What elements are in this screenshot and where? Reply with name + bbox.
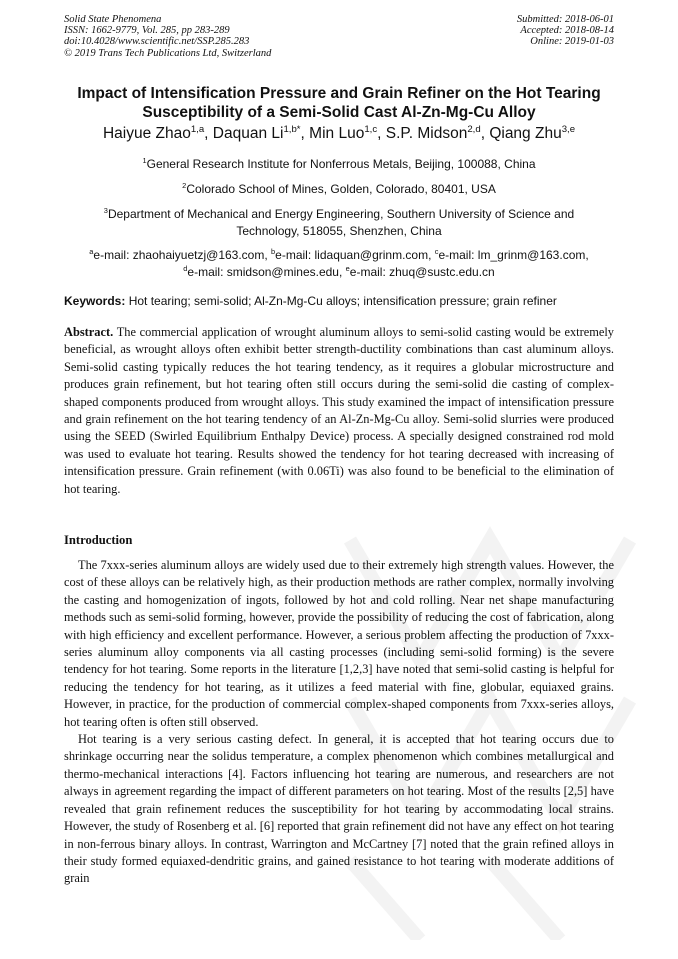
paragraph: The 7xxx-series aluminum alloys are widely used due to their extremely high strength values. However, the cost of these alloys can be relatively high, as their production methods are rather complex, normally involving the casting and homogenization of ingots, followed by hot and cold rolling. Near net shape manufacturing methods such as semi-solid forming, however, provide the possibility of reducing the cost of fabrication, along with high efficiency and excellent performance. However, a serious problem affecting the production of 7xxx-series aluminum alloy components via all casting processes (including semi-solid forming) is the severe tendency for hot tearing. Some reports in the literature [1,2,3] have noted that semi-solid casting is helpful for reducing the tendency for hot tearing, as it utilizes a feed material with fine, globular, equiaxed grains. However, in practice, for the production of commercial complex-shaped components from 7xxx-series alloys, hot tearing often is often still observed. (64, 558, 614, 729)
author-list (40, 125, 638, 143)
introduction-body (64, 557, 614, 888)
author-affiliation-mark: 1,a (190, 123, 205, 135)
accepted-date: Accepted: 2018-08-14 (520, 25, 614, 37)
author-separator: , (300, 125, 310, 142)
author-name: Qiang Zhu (489, 125, 562, 142)
author-name: Daquan Li (212, 125, 284, 142)
author-affiliation-mark: 1,c (364, 123, 378, 135)
affiliation-1 (60, 156, 618, 173)
journal-copyright: © 2019 Trans Tech Publications Ltd, Switzerland (64, 47, 272, 59)
journal-name: Solid State Phenomena (64, 14, 162, 25)
author-name: Haiyue Zhao (102, 125, 191, 142)
keywords-label: Keywords: (64, 294, 126, 308)
journal-issn: ISSN: 1662-9779, Vol. 285, pp 283-289 (64, 25, 230, 37)
author-separator: , (204, 125, 213, 142)
affiliation-3 (60, 206, 618, 240)
abstract (64, 324, 614, 498)
journal-doi: doi:10.4028/www.scientific.net/SSP.285.283 (64, 36, 250, 48)
email-mark: a (89, 247, 94, 256)
author-affiliation-mark: 1,b* (283, 123, 301, 135)
paper-title (40, 84, 638, 122)
author-affiliation-mark: 2,d (467, 123, 481, 135)
affiliation-text: General Research Institute for Nonferrous Metals, Beijing, 100088, China (146, 157, 536, 171)
keywords-text: Hot tearing; semi-solid; Al-Zn-Mg-Cu alloys; intensification pressure; grain refiner (125, 294, 557, 308)
email-c: e-mail: lm_grinm@163.com, (438, 248, 589, 262)
submission-dates (517, 14, 614, 48)
affiliation-number: 2 (182, 181, 187, 190)
keywords (64, 294, 616, 308)
affiliation-text: Department of Mechanical and Energy Engineering, Southern University of Science and (107, 207, 575, 221)
email-b: e-mail: lidaquan@grinm.com, (275, 248, 435, 262)
affiliation-number: 3 (103, 206, 108, 215)
author-name: S.P. Midson (385, 125, 468, 142)
email-mark: d (183, 264, 188, 273)
email-mark: b (271, 247, 276, 256)
submitted-date: Submitted: 2018-06-01 (516, 14, 614, 25)
affiliation-text-continued: Technology, 518055, Shenzhen, China (236, 224, 442, 238)
abstract-text: The commercial application of wrought aluminum alloys to semi-solid casting would be extremely beneficial, as wrought alloys often exhibit better strength-ductility combinations than cast aluminum alloys. Semi-solid casting typically reduces the hot tearing tendency, as it requires a globular microstructure and produces grain refinement, but hot tearing often still occurs during the semi-solid die casting of complex-shaped components produced from wrought alloys. This study examined the impact of intensification pressure and grain refinement on the hot tearing tendency of an Al-Zn-Mg-Cu alloy. Semi-solid slurries were produced using the SEED (Swirled Equilibrium Enthalpy Device) process. A specially designed constrained rod mold was used to evaluate hot tearing. Results showed the tendency for hot tearing decreased with increasing of intensification pressure. Grain refinement (with 0.06Ti) was also found to be beneficial to the elimination of hot tearing. (64, 325, 614, 496)
email-a: e-mail: zhaohaiyuetzj@163.com, (93, 248, 272, 262)
online-date: Online: 2019-01-03 (530, 36, 614, 48)
abstract-label: Abstract. (64, 325, 114, 339)
affiliation-text: Colorado School of Mines, Golden, Colorado, 80401, USA (186, 182, 496, 196)
affiliation-number: 1 (142, 156, 147, 165)
section-heading-introduction: Introduction (64, 533, 133, 547)
paragraph: Hot tearing is a very serious casting defect. In general, it is accepted that hot tearing occurs due to shrinkage occurring near the solidus temperature, a complex phenomenon which combines metallurgical and thermo-mechanical interactions [4]. Factors influencing hot tearing are numerous, and researchers are not always in agreement regarding the impact of different parameters on hot tearing. Most of the results [2,5] have revealed that grain refinement reduces the susceptibility for hot tearing by accommodating local strains. However, the study of Rosenberg et al. [6] reported that grain refinement did not have any effect on hot tearing in non-ferrous binary alloys. In contrast, Warrington and McCartney [7] noted that the grain refined alloys in their study formed equiaxed-dendritic grains, and gained resistance to hot tearing with moderate additions of grain (64, 732, 614, 886)
journal-info (64, 14, 271, 59)
email-d: e-mail: smidson@mines.edu, (187, 265, 346, 279)
author-name: Min Luo (309, 125, 365, 142)
author-affiliation-mark: 3,e (561, 123, 576, 135)
title-line-2: Susceptibility of a Semi-Solid Cast Al-Zn-Mg-Cu Alloy (142, 104, 536, 121)
email-mark: e (345, 264, 350, 273)
email-mark: c (434, 247, 439, 256)
author-emails (60, 247, 618, 281)
affiliation-2 (60, 181, 618, 198)
email-e: e-mail: zhuq@sustc.edu.cn (349, 265, 495, 279)
author-separator: , (377, 125, 386, 142)
author-separator: , (480, 125, 490, 142)
title-line-1: Impact of Intensification Pressure and Grain Refiner on the Hot Tearing (77, 85, 601, 102)
